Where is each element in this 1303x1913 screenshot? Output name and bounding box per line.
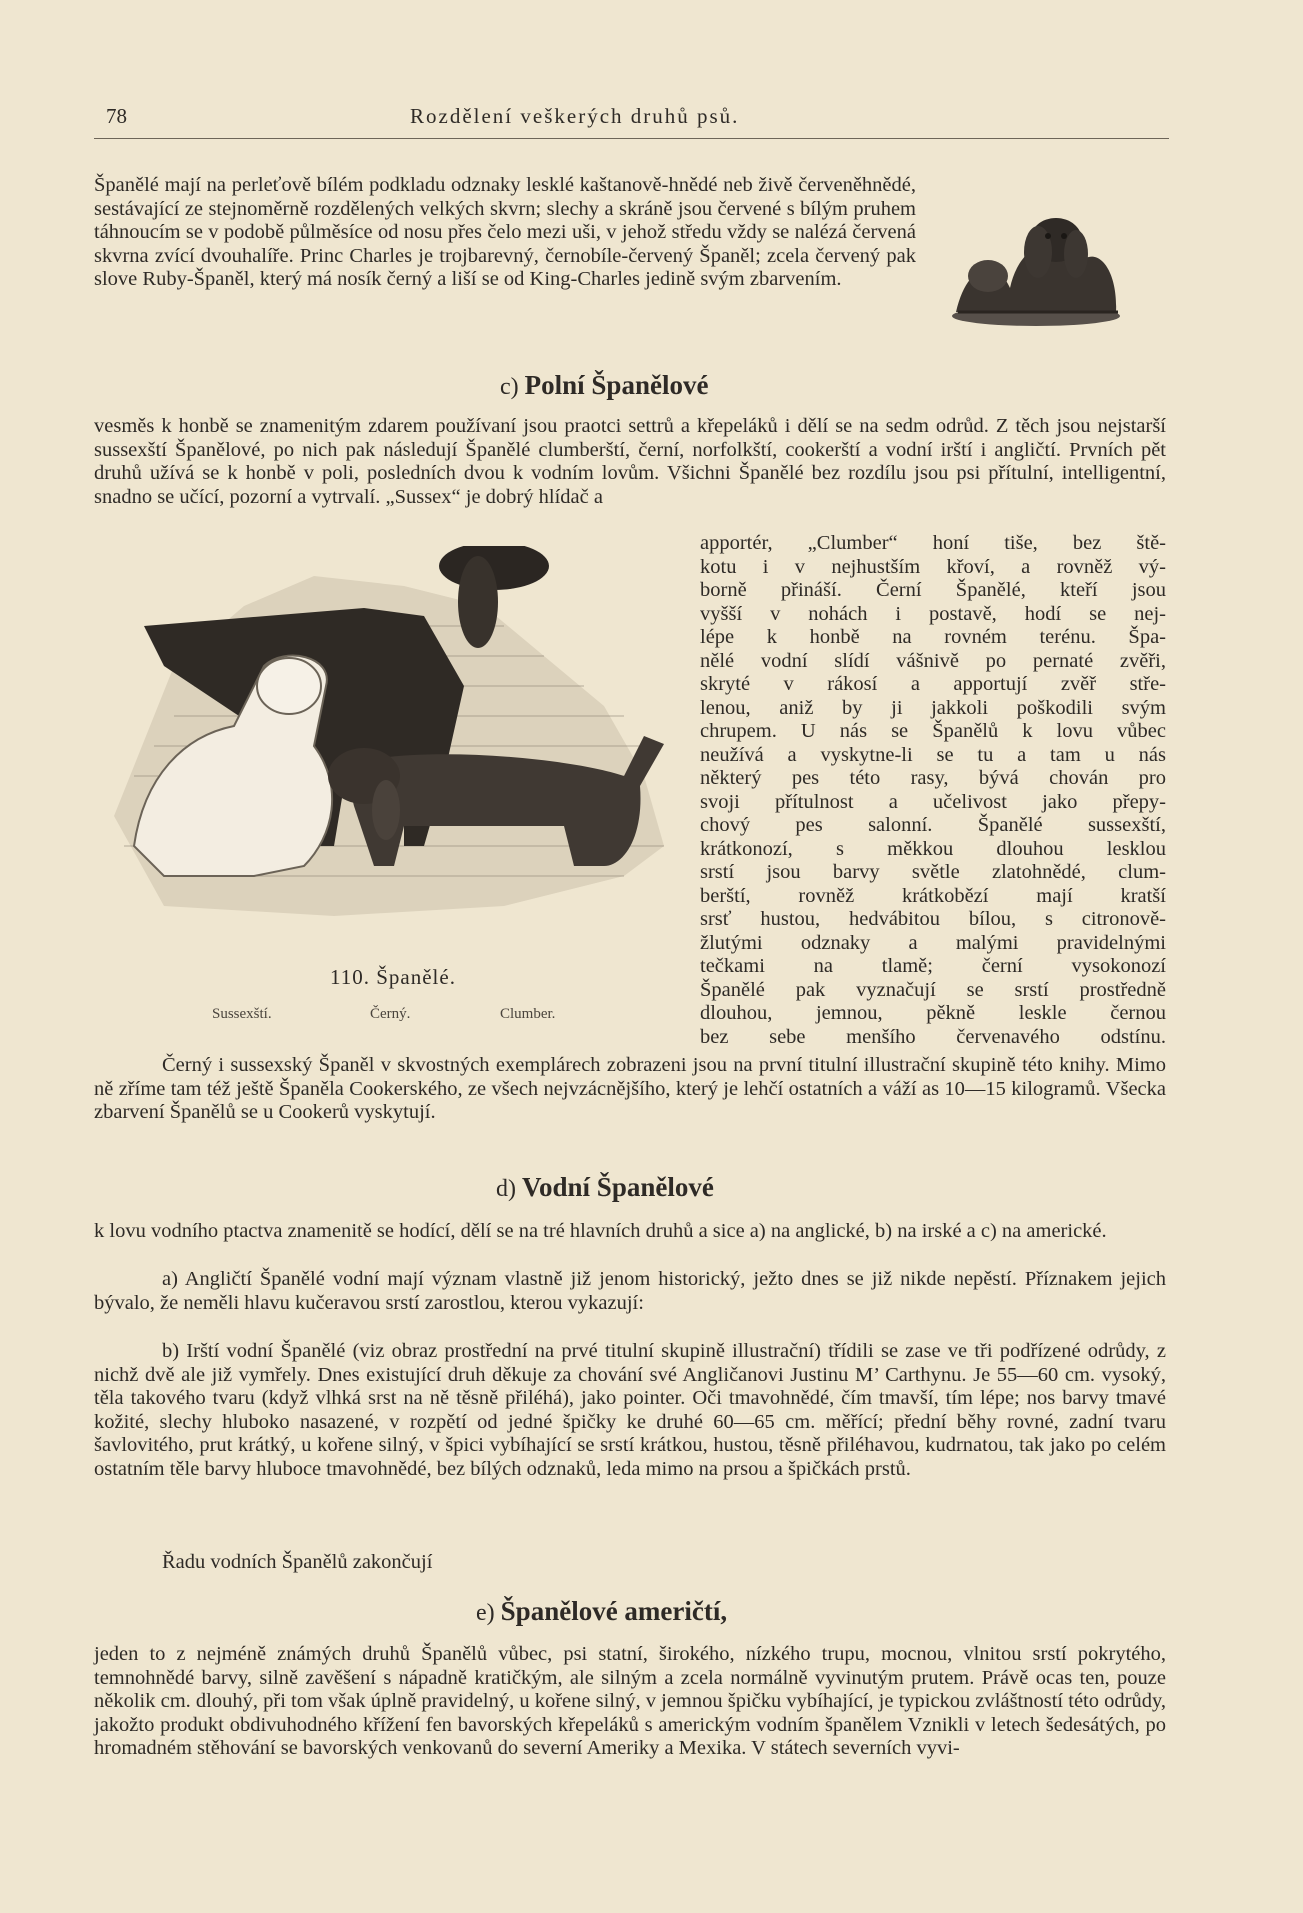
figure-label-black: Černý.	[370, 1006, 411, 1022]
section-d-paragraph-1: k lovu vodního ptactva znamenitě se hodící, dělí se na tré hlavních druhů a sice a) na anglické, b) na irské a c) na americké.	[94, 1220, 1107, 1242]
section-e-paragraph: jeden to z nejméně známých druhů Španělů vůbec, psi statní, širokého, nízkého trupu, mocnou, vlnitou srstí pokrytého, temnohnědé barvy, silně zavěšení s nápadně kratičkým, ale silným a zcela normálně vyvinutým prutem. Právě ocas ten, pouze několik cm. dlouhý, při tom však úplně pravidelný, u kořene silný, v jemnou špičku vybíhající, je typickou zvláštností této odrůdy, jakožto produkt obdivuhodného křížení fen bavorských křepeláků s americkým vodním španělem Vznikli v letech šedesátých, po hromadném stěhování se bavorských venkovanů do severní Ameriky a Mexika. V státech severních vyvi-	[94, 1643, 1166, 1759]
figure-label-sussex: Sussexští.	[212, 1006, 272, 1022]
page-number: 78	[106, 104, 127, 128]
section-d-title: Vodní Španělové	[522, 1172, 714, 1202]
section-c-closing-paragraph: Černý i sussexský Španěl v skvostných exemplárech zobrazeni jsou na první titulní illustrační skupině této knihy. Mimo ně zříme tam též ještě Španěla Cookerského, ze všech nejvzácnějšího, který je lehčí ostatních a váží as 10—15 kilogramů. Všecka zbarvení Španělů se u Cookerů vyskytují.	[94, 1054, 1166, 1123]
section-d-heading: d) Vodní Španělové	[496, 1172, 714, 1202]
section-d-paragraph-3: b) Irští vodní Španělé (viz obraz prostřední na prvé titulní skupině illustrační) třídili se zase ve tři podřízené odrůdy, z nichž dvě ale již vymřely. Dnes existující druh děkuje za chování své Angličanovi Justinu M’ Carthynu. Je 55—60 cm. vysoký, těla takového tvaru (když vlhká srst na ně těsně přiléhá), jako pointer. Oči tmavohnědé, čím tmavší, tím lépe; nos barvy tmavé kožité, slechy hluboko nasazené, v rozpětí od jedné špičky ke druhé 60—65 cm. měřící; přední běhy rovné, zadní tvaru šavlovitého, prut krátký, u kořene silný, v špici vybíhající se srstí krátkou, hustou, těsně přiléhavou, kudrnatou, tak jako po celém ostatním těle barvy hluboce tmavohnědé, bez bílých odznaků, leda mimo na prsou a špičkách prstů.	[94, 1340, 1166, 1480]
section-e-title: Španělové američtí,	[500, 1596, 728, 1626]
spaniel-group-vignette	[948, 200, 1123, 328]
intro-paragraph: Španělé mají na perleťově bílém podkladu odznaky lesklé kaštanově-hnědé neb živě červeněhnědé, sestávající ze stejnoměrně rozdělených velkých skvrn; slechy a skráně jsou červené s bílým pruhem táhnoucím se v podobě půlměsíce od nosu přes čelo mezi uši, v jehož středu vždy se nalézá červená skvrna zvící dvouhalíře. Princ Charles je trojbarevný, černobíle-červený Španěl; zcela červený pak slove Ruby-Španěl, který má nosík černý a liší se od King-Charles jedině svým zbarvením.	[94, 174, 916, 290]
section-c-column-text: apportér, „Clumber“ honí tiše, bez ště- kotu i v nejhustším křoví, a rovněž vý- borně přináší. Černí Španělé, kteří jsou vyšší v nohách i postavě, hodí se nej- lépe k honbě na rovném terénu. Špa- nělé vodní slídí vášnivě po pernaté zvěři, skryté v rákosí a apportují zvěř stře- lenou, aniž by ji jakkoli poškodili svým chrupem. U nás se Španělů k lovu vůbec neužívá a vyskytne-li se tu a tam u nás některý pes této rasy, bývá chován pro svoji přítulnost a učelivost jako přepy- chový pes salonní. Španělé sussexští, krátkonozí, s měkkou dlouhou lesklou srstí jsou barvy světle zlatohnědé, clum- berští, rovněž krátkobězí mají kratší srsť hustou, hedvábitou bílou, s citronově- žlutými odznaky a malými pravidelnými tečkami na tlamě; černí vysokonozí Španělé pak vyznačují se srstí prostředně dlouhou, jemnou, pěkně leskle černou bez sebe menšího červenavého odstínu.	[700, 532, 1166, 1048]
section-c-title: Polní Španělové	[524, 370, 709, 400]
section-d-paragraph-2: a) Angličtí Španělé vodní mají význam vlastně již jenom historický, ježto dnes se již nikde nepěstí. Příznakem jejich bývalo, že neměli hlavu kučeravou srstí zarostlou, kterou vykazují:	[94, 1268, 1166, 1314]
section-e-heading: e) Španělové američtí,	[476, 1596, 728, 1626]
figure-label-clumber: Clumber.	[500, 1006, 556, 1022]
section-d-paragraph-4: Řadu vodních Španělů zakončují	[162, 1551, 433, 1573]
spaniels-illustration	[104, 546, 676, 946]
page-header	[94, 100, 1169, 139]
figure-caption: 110. Španělé.	[330, 965, 456, 989]
running-title: Rozdělení veškerých druhů psů.	[410, 104, 740, 128]
section-c-heading: c) Polní Španělové	[500, 370, 709, 400]
section-c-paragraph: vesměs k honbě se znamenitým zdarem používaní jsou praotci settrů a křepeláků i dělí se na sedm odrůd. Z těch jsou nejstarší sussexští Španělové, po nich pak následují Španělé clumberští, černí, norfolkští, cookerští a vodní irští i angličtí. Prvních pět druhů užívá se k honbě v poli, posledních dvou k vodním lovům. Všichni Španělé bez rozdílu jsou psi přítulní, intelligentní, snadno se učící, pozorní a vytrvalí. „Sussex“ je dobrý hlídač a	[94, 415, 1166, 508]
